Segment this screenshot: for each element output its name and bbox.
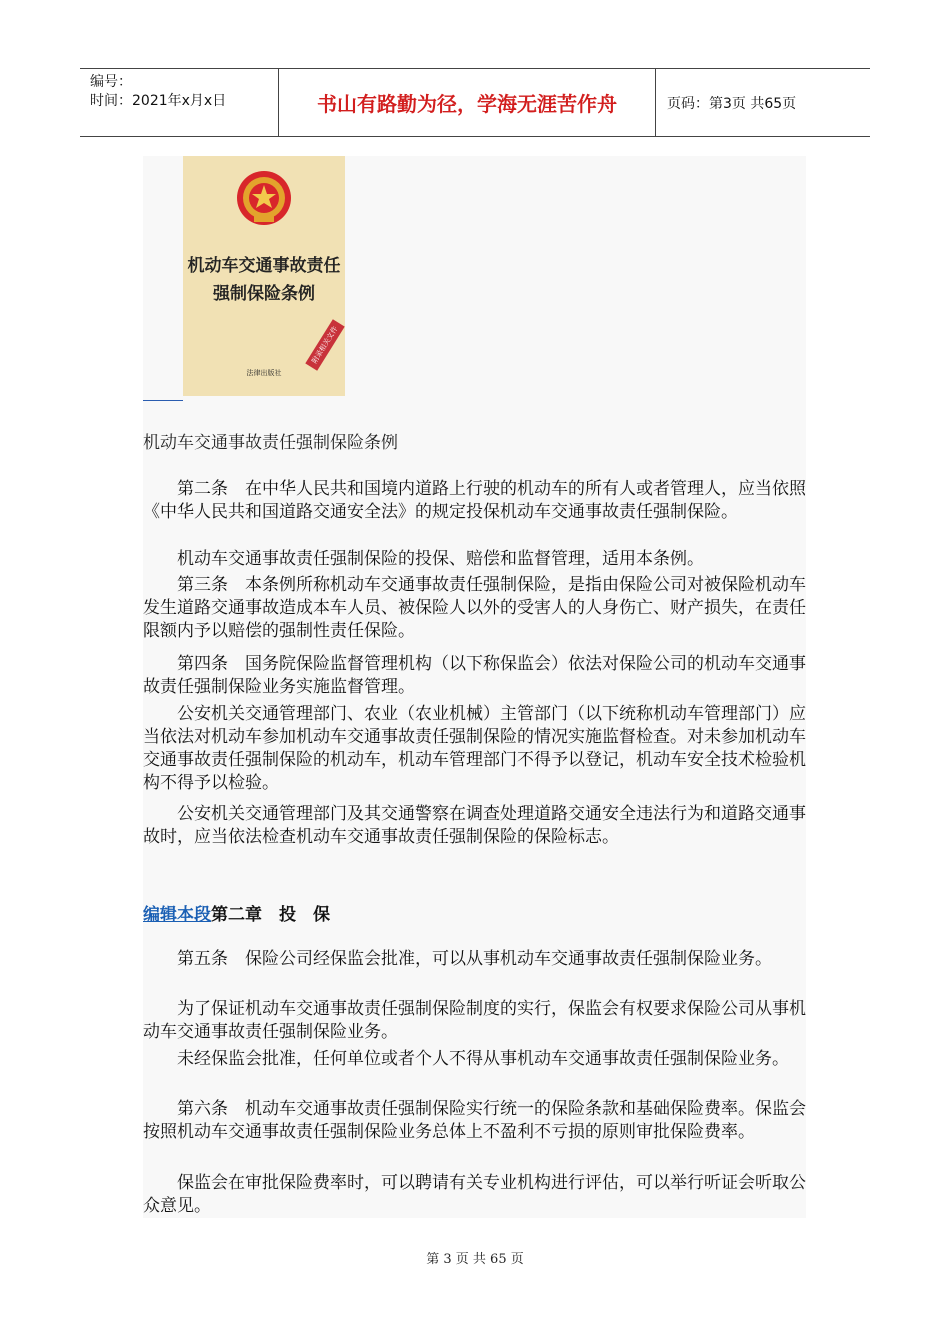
paragraph: 公安机关交通管理部门、农业（农业机械）主管部门（以下统称机动车管理部门）应当依法对机动车参加机动车交通事故责任强制保险的情况实施监督检查。对未参加机动车交通事故责任强制保险的机动车，机动车管理部门不得予以登记，机动车安全技术检验机构不得予以检验。	[143, 704, 806, 793]
cover-publisher: 法律出版社	[246, 369, 282, 377]
header-page-info: 页码：第3页 共65页	[667, 95, 797, 112]
cover-title-line1: 机动车交通事故责任	[187, 256, 341, 276]
paragraph: 第二条 在中华人民共和国境内道路上行驶的机动车的所有人或者管理人，应当依照《中华人民共和国道路交通安全法》的规定投保机动车交通事故责任强制保险。	[143, 479, 806, 522]
header-table	[80, 68, 870, 137]
national-emblem-icon	[234, 168, 294, 228]
paragraph: 第六条 机动车交通事故责任强制保险实行统一的保险条款和基础保险费率。保监会按照机动车交通事故责任强制保险业务总体上不盈利不亏损的原则审批保险费率。	[143, 1099, 806, 1142]
chapter-title: 第二章 投 保	[211, 905, 330, 925]
paragraph: 未经保监会批准，任何单位或者个人不得从事机动车交通事故责任强制保险业务。	[143, 1049, 789, 1069]
document-body	[143, 156, 806, 1218]
cover-title-line2: 强制保险条例	[213, 284, 315, 304]
paragraph: 第三条 本条例所称机动车交通事故责任强制保险，是指由保险公司对被保险机动车发生道路交通事故造成本车人员、被保险人以外的受害人的人身伤亡、财产损失，在责任限额内予以赔偿的强制性责任保险。	[143, 575, 806, 641]
image-link-underline[interactable]	[143, 400, 183, 401]
header-motto: 书山有路勤为径，学海无涯苦作舟	[279, 69, 656, 136]
chapter-heading	[143, 900, 330, 925]
edit-section-link[interactable]: 编辑本段	[143, 905, 211, 925]
number-label: 编号：	[90, 74, 132, 90]
paragraph: 公安机关交通管理部门及其交通警察在调查处理道路交通安全违法行为和道路交通事故时，应当依法检查机动车交通事故责任强制保险的保险标志。	[143, 804, 806, 847]
header-meta	[80, 69, 279, 136]
paragraph: 第五条 保险公司经保监会批准，可以从事机动车交通事故责任强制保险业务。	[143, 949, 772, 969]
book-cover-image[interactable]	[183, 156, 345, 396]
page-footer: 第 3 页 共 65 页	[426, 1252, 524, 1267]
date-label: 时间：2021年x月x日	[90, 93, 227, 109]
paragraph: 第四条 国务院保险监督管理机构（以下称保监会）依法对保险公司的机动车交通事故责任强制保险业务实施监督管理。	[143, 654, 806, 697]
paragraph: 保监会在审批保险费率时，可以聘请有关专业机构进行评估，可以举行听证会听取公众意见。	[143, 1173, 806, 1216]
document-title: 机动车交通事故责任强制保险条例	[143, 433, 398, 453]
paragraph: 为了保证机动车交通事故责任强制保险制度的实行，保监会有权要求保险公司从事机动车交通事故责任强制保险业务。	[143, 999, 806, 1042]
cover-seal: 附录相关文件	[305, 319, 344, 371]
paragraph: 机动车交通事故责任强制保险的投保、赔偿和监督管理，适用本条例。	[143, 549, 704, 569]
